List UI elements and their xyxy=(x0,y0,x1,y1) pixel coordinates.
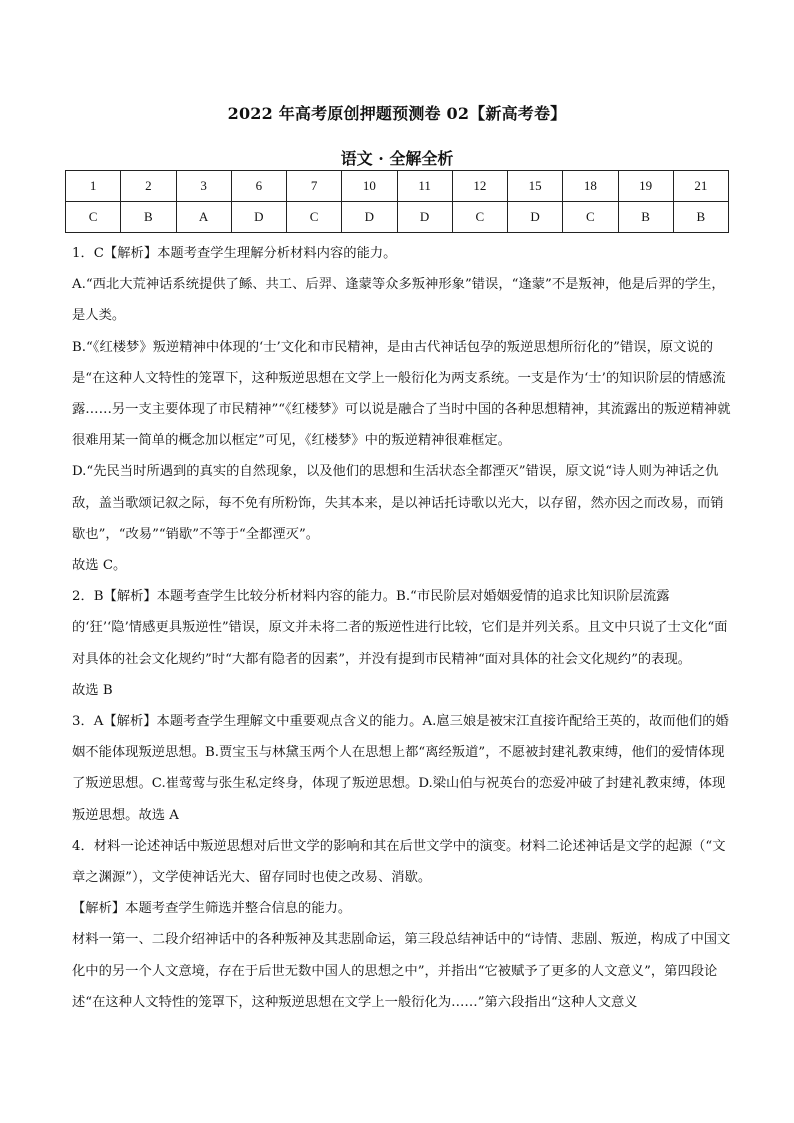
question-number-cell: 2 xyxy=(121,171,176,202)
answer-cell: D xyxy=(342,202,397,233)
question-number-cell: 11 xyxy=(397,171,452,202)
analysis-q4-heading: 【解析】本题考查学生筛选并整合信息的能力。 xyxy=(72,901,352,917)
analysis-q4-detail: 材料一第一、二段介绍神话中的各种叛神及其悲剧命运，第三段总结神话中的“诗情、悲剧、叛逆，构成了中国文化中的另一个人文意境，存在于后世无数中国人的思想之中”，并指出“它被赋予了更多的人文意义”，第四段论述“在这种人文特性的笼罩下，这种叛逆思想在文学上一般衍化为……”第六段指出“这种人文意义 xyxy=(72,932,731,1010)
answer-cell: B xyxy=(673,202,728,233)
page-subtitle: 语文 · 全解全析 xyxy=(340,149,454,168)
question-number-cell: 7 xyxy=(287,171,342,202)
analysis-q4-answer: 4．材料一论述神话中叛逆思想对后世文学的影响和其在后世文学中的演变。材料二论述神话是文学的起源（“文章之渊源”），文学使神话光大、留存同时也使之改易、消歇。 xyxy=(72,838,726,886)
analysis-q2-conclusion: 故选 B xyxy=(72,682,113,698)
analysis-q1-conclusion: 故选 C。 xyxy=(72,558,127,574)
page-title: 2022 年高考原创押题预测卷 02【新高考卷】 xyxy=(227,104,567,123)
analysis-q1-option-d: D.“先民当时所遇到的真实的自然现象，以及他们的思想和生活状态全都湮灭”错误，原文说“诗人则为神话之仇敌，盖当歌颂记叙之际，每不免有所粉饰，失其本来，是以神话托诗歌以光大，以存留，然亦因之而改易，而销歇也”，“改易”“销歇”不等于“全都湮灭”。 xyxy=(72,464,724,542)
question-number-cell: 19 xyxy=(618,171,673,202)
answer-cell: C xyxy=(66,202,121,233)
analysis-q1-option-a: A.“西北大荒神话系统提供了鲧、共工、后羿、逢蒙等众多叛神形象”错误，“逢蒙”不是叛神，他是后羿的学生，是人类。 xyxy=(72,277,725,324)
question-number-cell: 10 xyxy=(342,171,397,202)
analysis-q1: 1．C【解析】本题考查学生理解分析材料内容的能力。 xyxy=(72,246,397,261)
question-number-row xyxy=(66,171,729,202)
question-number-cell: 12 xyxy=(452,171,507,202)
answer-cell: A xyxy=(176,202,231,233)
analysis-q3: 3．A【解析】本题考查学生理解文中重要观点含义的能力。A.扈三娘是被宋江直接许配给王英的，故而他们的婚姻不能体现叛逆思想。B.贾宝玉与林黛玉两个人在思想上都“离经叛道”，不愿被封建礼教束缚，他们的爱情体现了叛逆思想。C.崔莺莺与张生私定终身，体现了叛逆思想。D.梁山伯与祝英台的恋爱冲破了封建礼教束缚，体现叛逆思想。故选 A xyxy=(72,714,729,823)
analysis-q1-option-b: B.“《红楼梦》叛逆精神中体现的‘士’文化和市民精神，是由古代神话包孕的叛逆思想所衍化的”错误，原文说的是“在这种人文特性的笼罩下，这种叛逆思想在文学上一般衍化为两支系统。一支是作为‘士’的知识阶层的情感流露……另一支主要体现了市民精神”“《红楼梦》可以说是融合了当时中国的各种思想精神，其流露出的叛逆精神就很难用某一简单的概念加以框定”可见，《红楼梦》中的叛逆精神很难框定。 xyxy=(72,339,731,449)
answer-cell: C xyxy=(563,202,618,233)
answer-table xyxy=(65,170,729,233)
answer-cell: D xyxy=(231,202,286,233)
answer-cell: C xyxy=(452,202,507,233)
question-number-cell: 1 xyxy=(66,171,121,202)
question-number-cell: 21 xyxy=(673,171,728,202)
answer-cell: B xyxy=(121,202,176,233)
question-number-cell: 15 xyxy=(508,171,563,202)
question-number-cell: 3 xyxy=(176,171,231,202)
answer-cell: D xyxy=(397,202,452,233)
question-number-cell: 6 xyxy=(231,171,286,202)
answer-cell: D xyxy=(508,202,563,233)
answer-cell: B xyxy=(618,202,673,233)
answer-row xyxy=(66,202,729,233)
analysis-q2: 2．B【解析】本题考查学生比较分析材料内容的能力。B.“市民阶层对婚姻爱情的追求比知识阶层流露的‘狂’‘隐’情感更具叛逆性”错误，原文并未将二者的叛逆性进行比较，它们是并列关系。且文中只说了士文化“面对具体的社会文化规约”时“大都有隐者的因素”，并没有提到市民精神“面对具体的社会文化规约”的表现。 xyxy=(72,589,728,667)
answer-cell: C xyxy=(287,202,342,233)
question-number-cell: 18 xyxy=(563,171,618,202)
analysis-body xyxy=(72,238,732,1018)
